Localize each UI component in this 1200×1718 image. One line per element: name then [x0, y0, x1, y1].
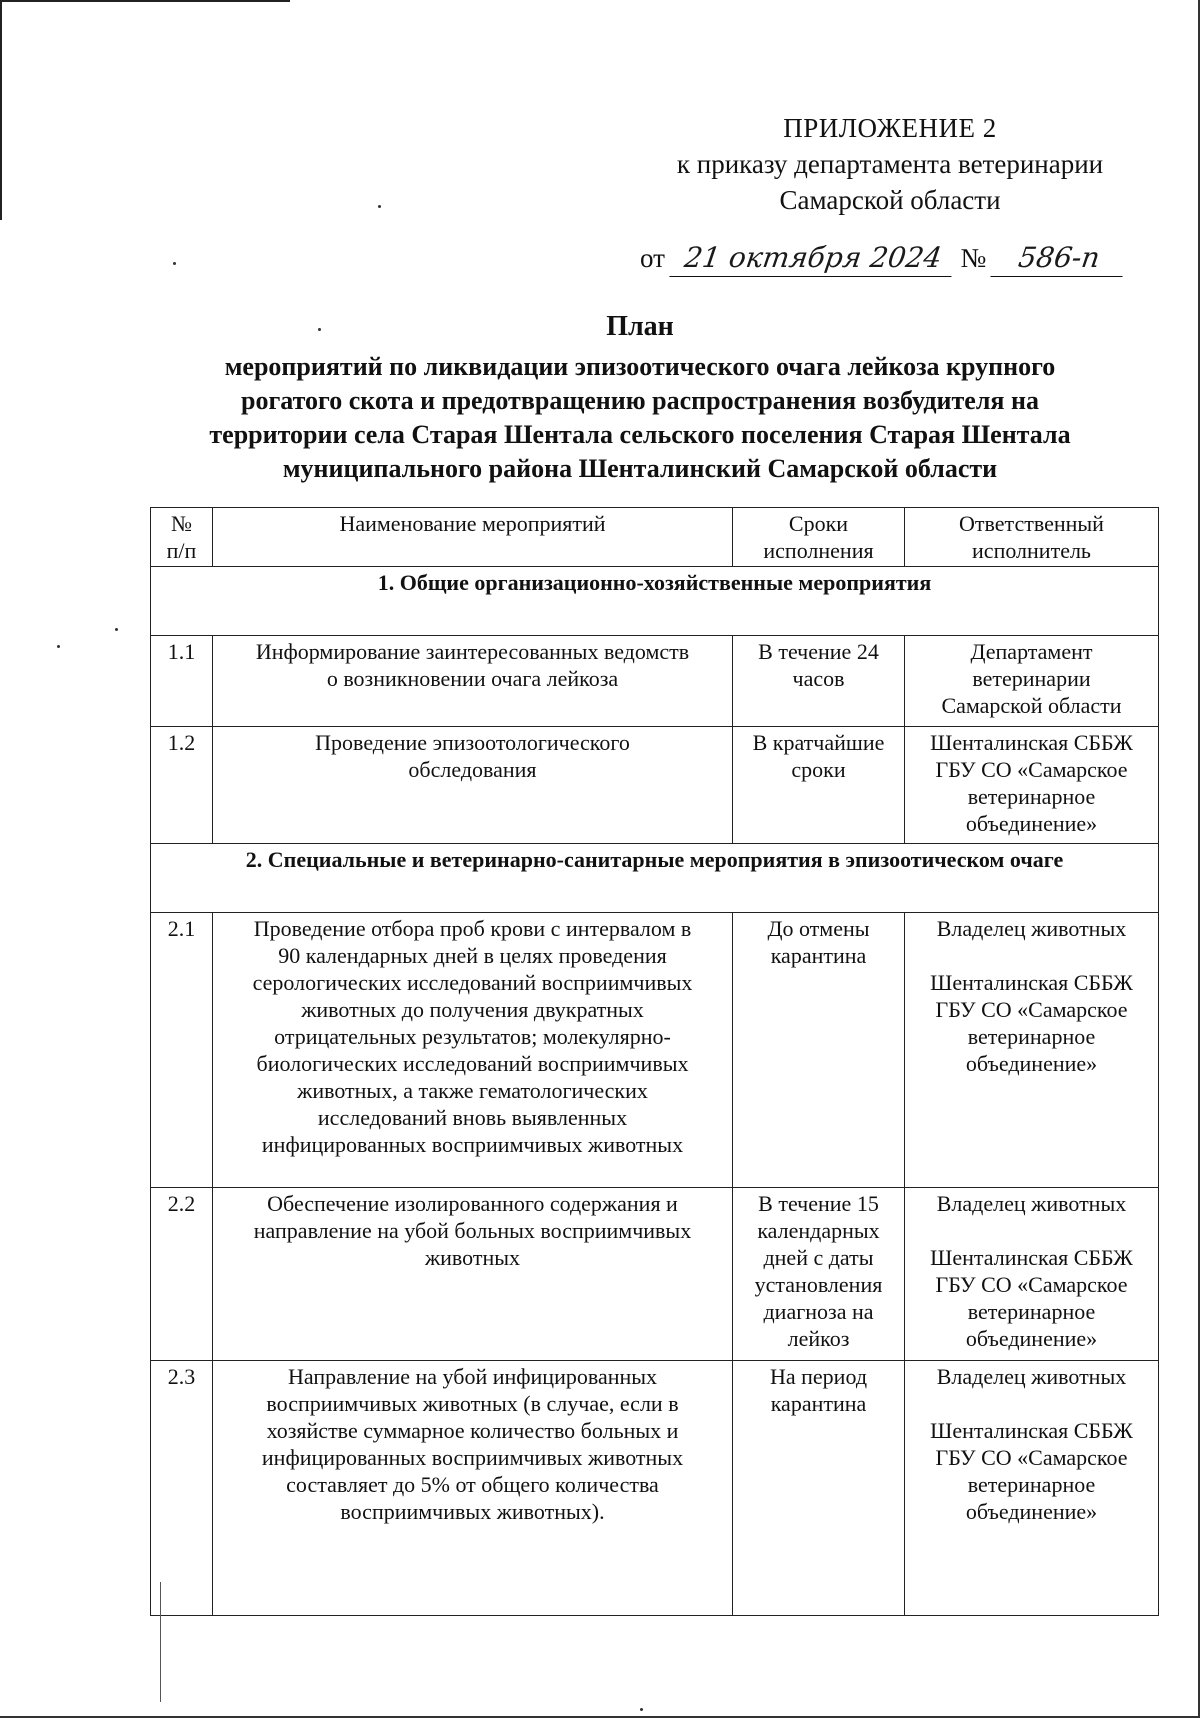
row-resp-line: ГБУ СО «Самарское — [935, 997, 1128, 1022]
row-num: 2.3 — [151, 1361, 213, 1616]
appendix-line-1: к приказу департамента ветеринарии — [676, 149, 1104, 179]
header-term — [733, 508, 905, 567]
row-name-line: Проведение эпизоотологического — [315, 730, 630, 755]
row-resp-line: Шенталинская СББЖ — [930, 730, 1133, 755]
row-name-line: обследования — [408, 757, 537, 782]
row-term-line: диагноза на — [763, 1299, 874, 1324]
row-name — [213, 913, 733, 1188]
row-resp-line: Самарской области — [941, 693, 1122, 718]
plan-heading — [150, 310, 1130, 486]
row-name — [213, 727, 733, 844]
section-row — [151, 844, 1159, 913]
order-line — [640, 240, 1160, 277]
scan-speck — [173, 262, 176, 265]
appendix-line-2: Самарской области — [779, 185, 1001, 215]
row-resp-line: Шенталинская СББЖ — [930, 970, 1133, 995]
row-term-line: карантина — [770, 1391, 867, 1416]
table-row — [151, 913, 1159, 1188]
scan-edge-top — [0, 0, 290, 2]
row-name — [213, 1361, 733, 1616]
row-term-line: На период — [769, 1364, 868, 1389]
plan-title: План — [606, 311, 674, 342]
row-resp-gap — [911, 1390, 1152, 1417]
row-resp-line: ветеринарное — [967, 1299, 1096, 1324]
order-number-handwritten: 586-п — [990, 240, 1127, 277]
scan-speck — [115, 628, 118, 631]
appendix-title: ПРИЛОЖЕНИЕ 2 — [783, 113, 997, 143]
appendix-header — [640, 110, 1140, 218]
plan-table — [150, 507, 1159, 1616]
row-term-line: карантина — [770, 943, 867, 968]
row-term — [733, 727, 905, 844]
order-date-handwritten: 21 октября 2024 — [669, 240, 956, 277]
row-resp — [905, 1361, 1159, 1616]
row-name-line: биологических исследований восприимчивых — [256, 1051, 689, 1076]
row-name-line: отрицательных результатов; молекулярно- — [274, 1024, 671, 1049]
row-resp-gap — [911, 942, 1152, 969]
row-resp — [905, 727, 1159, 844]
row-name-line: инфицированных восприимчивых животных — [261, 1132, 684, 1157]
row-name-line: Проведение отбора проб крови с интервалом в — [253, 916, 692, 941]
order-prefix: от — [640, 243, 665, 273]
row-num: 1.2 — [151, 727, 213, 844]
row-term-line: лейкоз — [787, 1326, 850, 1351]
row-resp-line: ветеринарное — [967, 784, 1096, 809]
row-resp — [905, 636, 1159, 727]
header-name: Наименование мероприятий — [213, 508, 733, 567]
row-resp-line: Шенталинская СББЖ — [930, 1418, 1133, 1443]
table-row — [151, 727, 1159, 844]
table-row — [151, 1361, 1159, 1616]
scan-speck — [378, 205, 381, 208]
row-resp-line: объединение» — [965, 1499, 1098, 1524]
row-term-line: календарных — [757, 1218, 880, 1243]
row-term-line: В течение 15 — [758, 1191, 879, 1216]
row-name-line: восприимчивых животных (в случае, если в — [266, 1391, 679, 1416]
row-resp-line: ветеринарное — [967, 1472, 1096, 1497]
row-resp-line: объединение» — [965, 1051, 1098, 1076]
row-resp-line: ГБУ СО «Самарское — [935, 757, 1128, 782]
row-term-line: сроки — [791, 757, 846, 782]
row-name-line: Информирование заинтересованных ведомств — [255, 639, 690, 664]
row-name-line: о возникновении очага лейкоза — [326, 666, 619, 691]
row-resp-owner: Владелец животных — [936, 1191, 1127, 1216]
row-resp — [905, 913, 1159, 1188]
scan-margin-line — [160, 1582, 163, 1702]
order-number-sign: № — [960, 243, 987, 273]
row-name-line: составляет до 5% от общего количества — [286, 1472, 659, 1497]
row-name — [213, 636, 733, 727]
row-resp-line: Шенталинская СББЖ — [930, 1245, 1133, 1270]
row-resp-line: Департамент — [970, 639, 1093, 664]
header-resp — [905, 508, 1159, 567]
row-resp-line: объединение» — [965, 1326, 1098, 1351]
plan-subtitle-line: рогатого скота и предотвращению распространения возбудителя на — [241, 386, 1039, 415]
row-name-line: исследований вновь выявленных — [317, 1105, 628, 1130]
row-resp-line: ветеринарное — [967, 1024, 1096, 1049]
plan-subtitle-line: мероприятий по ликвидации эпизоотического очага лейкоза крупного — [224, 352, 1056, 381]
section-title: 1. Общие организационно-хозяйственные мероприятия — [151, 567, 1159, 636]
row-term-line: часов — [792, 666, 845, 691]
row-name-line: инфицированных восприимчивых животных — [261, 1445, 684, 1470]
row-term — [733, 636, 905, 727]
scan-speck — [57, 645, 60, 648]
row-name-line: Направление на убой инфицированных — [287, 1364, 658, 1389]
row-resp-owner: Владелец животных — [936, 916, 1127, 941]
header-resp-line: исполнитель — [972, 538, 1091, 563]
plan-subtitle-line: муниципального района Шенталинский Самарской области — [282, 454, 998, 483]
row-term-line: установления — [754, 1272, 883, 1297]
table-row — [151, 636, 1159, 727]
table-header-row — [151, 508, 1159, 567]
row-term — [733, 1188, 905, 1361]
row-term — [733, 913, 905, 1188]
row-name — [213, 1188, 733, 1361]
row-resp — [905, 1188, 1159, 1361]
header-num — [151, 508, 213, 567]
section-row — [151, 567, 1159, 636]
row-name-line: животных до получения двукратных — [301, 997, 644, 1022]
row-resp-line: ветеринарии — [972, 666, 1091, 691]
row-term-line: В течение 24 — [758, 639, 879, 664]
header-num-line: п/п — [166, 538, 197, 563]
row-name-line: восприимчивых животных). — [340, 1499, 605, 1524]
scan-speck — [640, 1708, 643, 1711]
row-term-line: В кратчайшие — [752, 730, 885, 755]
row-resp-gap — [911, 1217, 1152, 1244]
row-name-line: животных — [424, 1245, 521, 1270]
scan-edge-left — [0, 0, 2, 220]
row-resp-owner: Владелец животных — [936, 1364, 1127, 1389]
table-row — [151, 1188, 1159, 1361]
header-resp-line: Ответственный — [959, 511, 1104, 536]
row-num: 2.2 — [151, 1188, 213, 1361]
row-name-line: 90 календарных дней в целях проведения — [278, 943, 667, 968]
row-name-line: животных, а также гематологических — [297, 1078, 648, 1103]
header-num-line: № — [171, 511, 192, 536]
row-name-line: Обеспечение изолированного содержания и — [267, 1191, 678, 1216]
row-name-line: направление на убой больных восприимчивых — [253, 1218, 692, 1243]
row-resp-line: ГБУ СО «Самарское — [935, 1445, 1128, 1470]
row-num: 1.1 — [151, 636, 213, 727]
row-name-line: серологических исследований восприимчивых — [252, 970, 693, 995]
section-title: 2. Специальные и ветеринарно-санитарные мероприятия в эпизоотическом очаге — [151, 844, 1159, 913]
row-name-line: хозяйстве суммарное количество больных и — [266, 1418, 679, 1443]
row-term-line: До отмены — [767, 916, 870, 941]
row-term — [733, 1361, 905, 1616]
header-term-line: Сроки — [788, 511, 849, 536]
header-term-line: исполнения — [763, 538, 874, 563]
row-resp-line: объединение» — [965, 811, 1098, 836]
row-resp-line: ГБУ СО «Самарское — [935, 1272, 1128, 1297]
plan-subtitle-line: территории села Старая Шентала сельского поселения Старая Шентала — [209, 420, 1071, 449]
row-term-line: дней с даты — [763, 1245, 874, 1270]
row-num: 2.1 — [151, 913, 213, 1188]
